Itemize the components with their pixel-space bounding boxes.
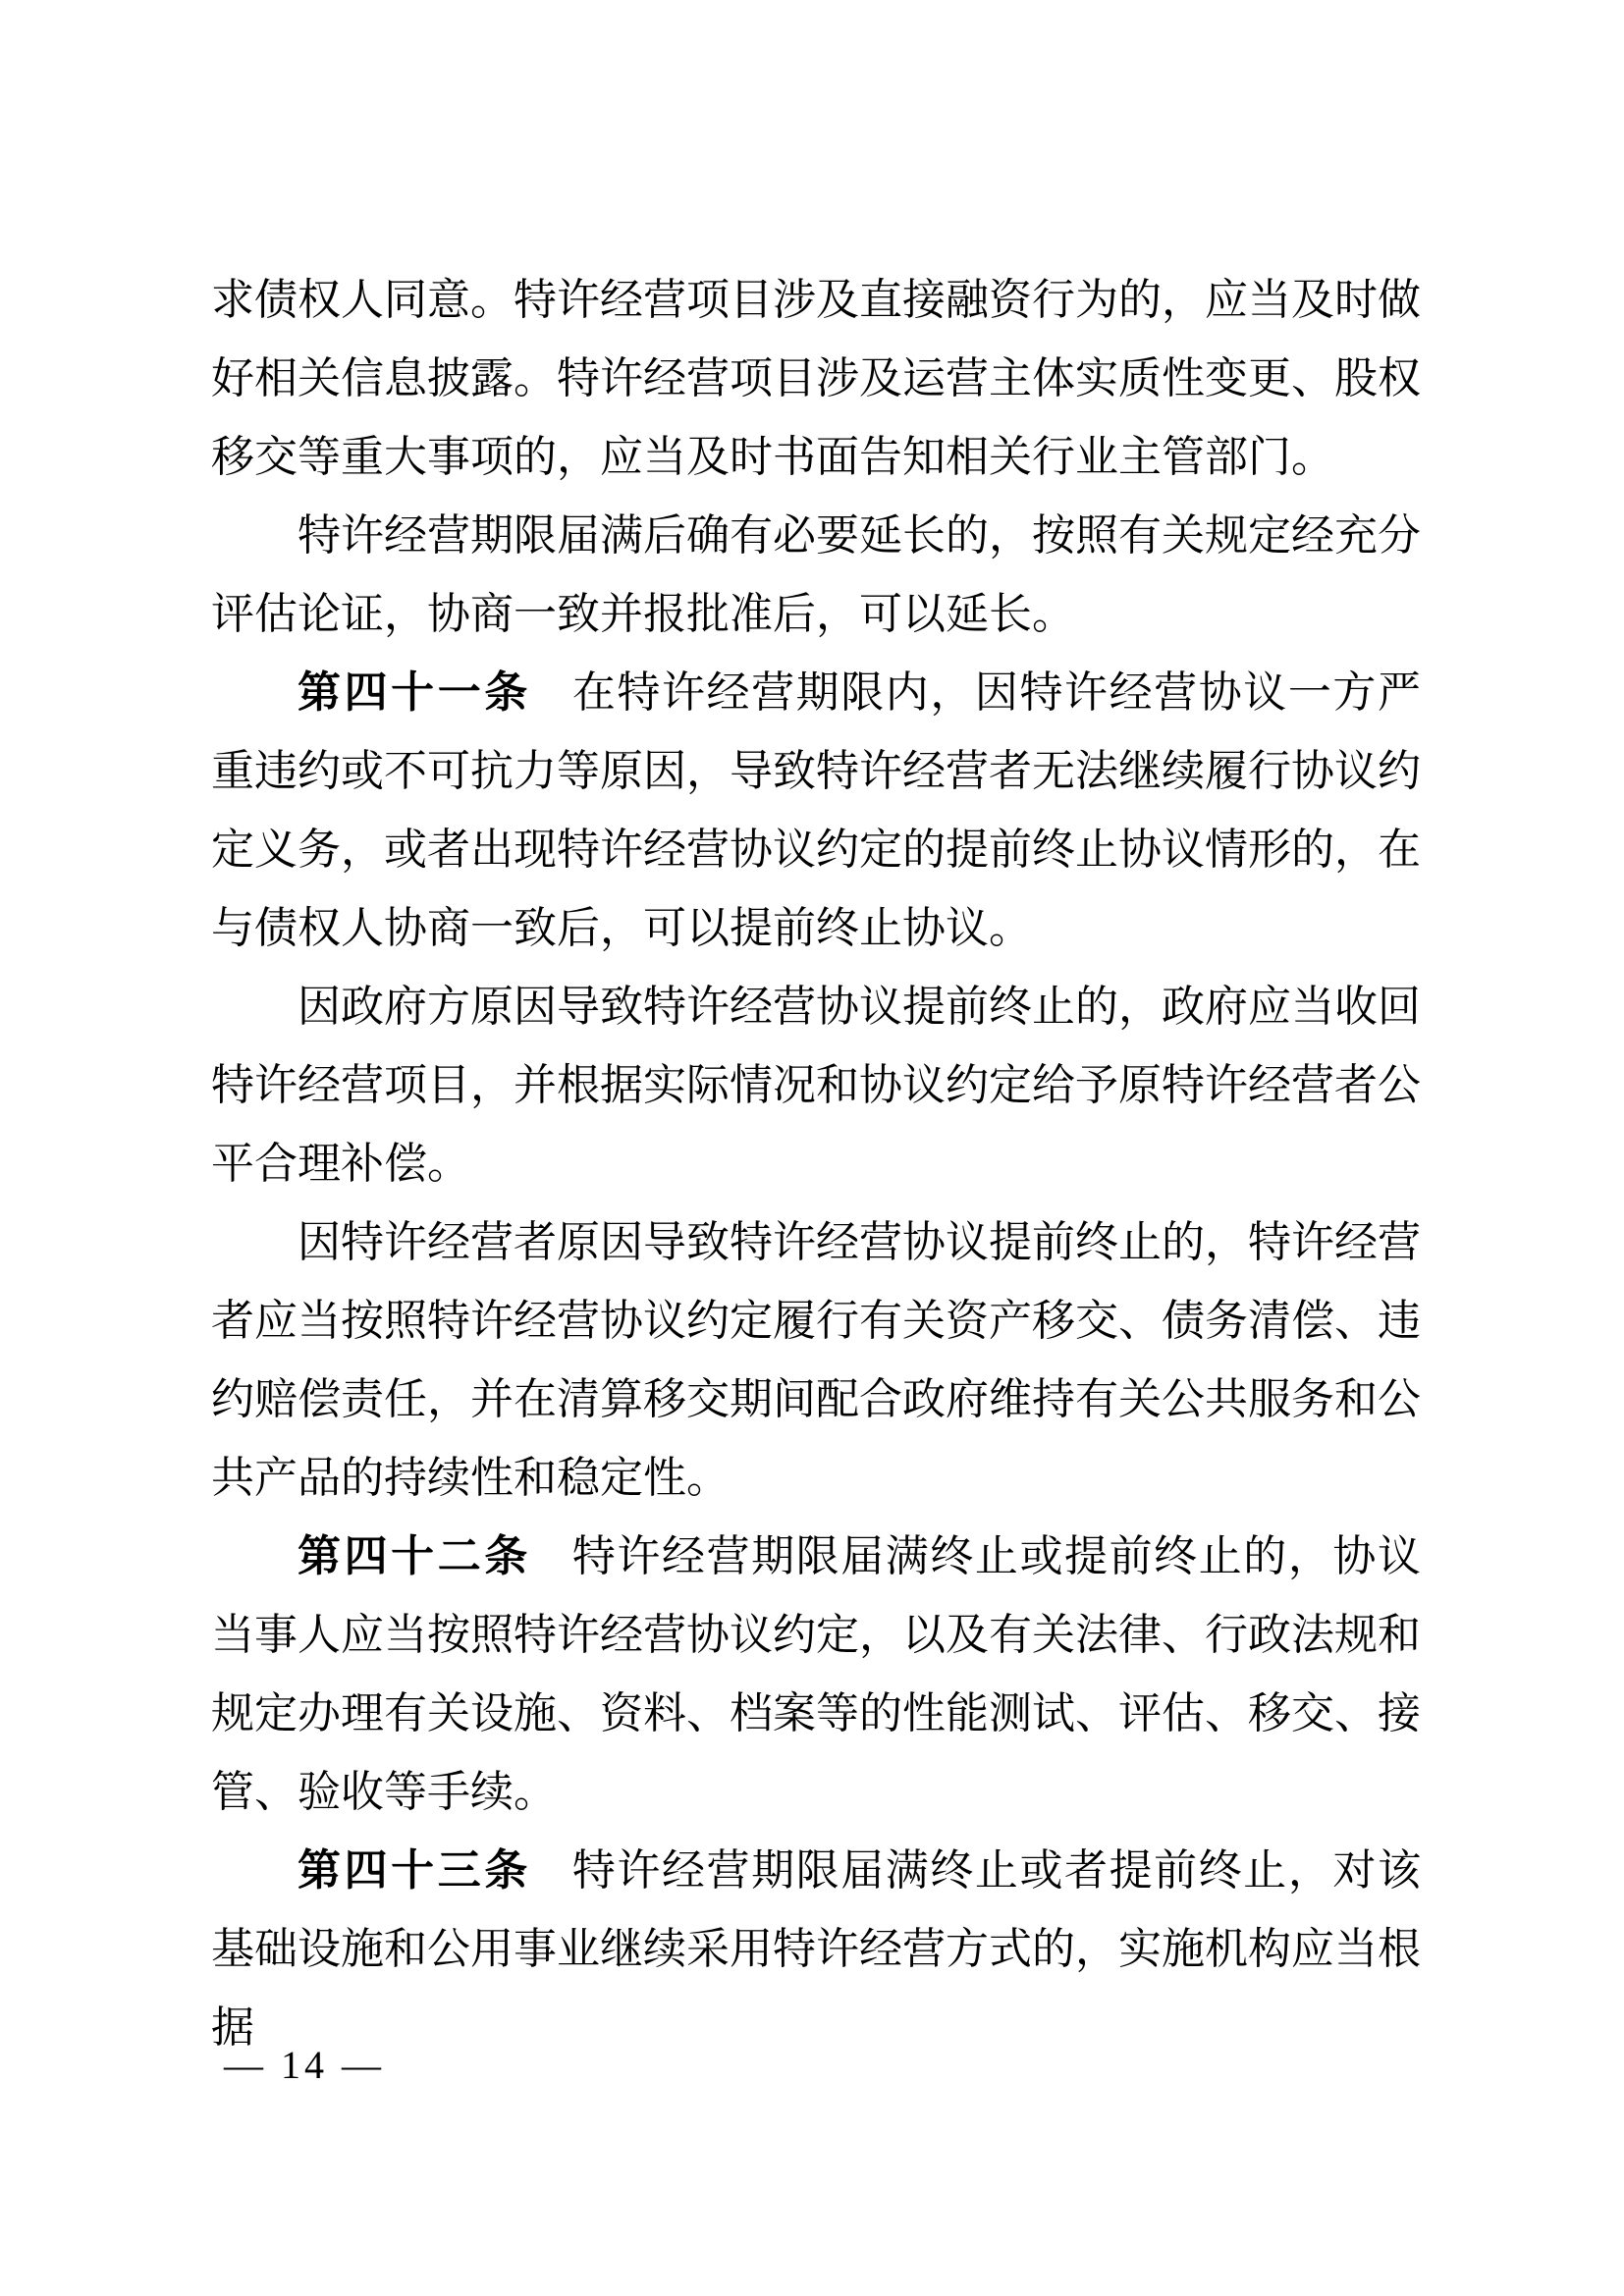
paragraph	[211, 497, 1421, 654]
paragraph-text: 特许经营期限届满终止或提前终止的，协议当事人应当按照特许经营协议约定，以及有关法律、行政法规和规定办理有关设施、资料、档案等的性能测试、评估、移交、接管、验收等手续。	[211, 1532, 1422, 1816]
paragraph	[211, 1518, 1421, 1832]
paragraph-text: 特许经营期限届满后确有必要延长的，按照有关规定经充分评估论证，协商一致并报批准后，可以延长。	[211, 511, 1421, 638]
article-heading: 第四十三条	[298, 1846, 531, 1895]
paragraph-text: 因政府方原因导致特许经营协议提前终止的，政府应当收回特许经营项目，并根据实际情况和协议约定给予原特许经营者公平合理补偿。	[211, 983, 1421, 1188]
paragraph	[211, 1832, 1421, 2067]
paragraph-text: 因特许经营者原因导致特许经营协议提前终止的，特许经营者应当按照特许经营协议约定履行有关资产移交、债务清偿、违约赔偿责任，并在清算移交期间配合政府维持有关公共服务和公共产品的持续性和稳定性。	[211, 1218, 1421, 1502]
paragraph	[211, 968, 1421, 1203]
article-heading: 第四十二条	[298, 1532, 531, 1580]
paragraph	[211, 1203, 1421, 1518]
paragraph-text: 求债权人同意。特许经营项目涉及直接融资行为的，应当及时做好相关信息披露。特许经营项目涉及运营主体实质性变更、股权移交等重大事项的，应当及时书面告知相关行业主管部门。	[211, 276, 1421, 481]
article-heading: 第四十一条	[298, 668, 531, 717]
paragraph-text: 特许经营期限届满终止或者提前终止，对该基础设施和公用事业继续采用特许经营方式的，实施机构应当根据	[211, 1846, 1422, 2052]
paragraph-text: 在特许经营期限内，因特许经营协议一方严重违约或不可抗力等原因，导致特许经营者无法继续履行协议约定义务，或者出现特许经营协议约定的提前终止协议情形的，在与债权人协商一致后，可以提前终止协议。	[211, 668, 1422, 952]
document-body	[211, 261, 1421, 2067]
paragraph	[211, 261, 1421, 497]
page-number: — 14 —	[224, 2043, 385, 2087]
paragraph	[211, 654, 1421, 968]
